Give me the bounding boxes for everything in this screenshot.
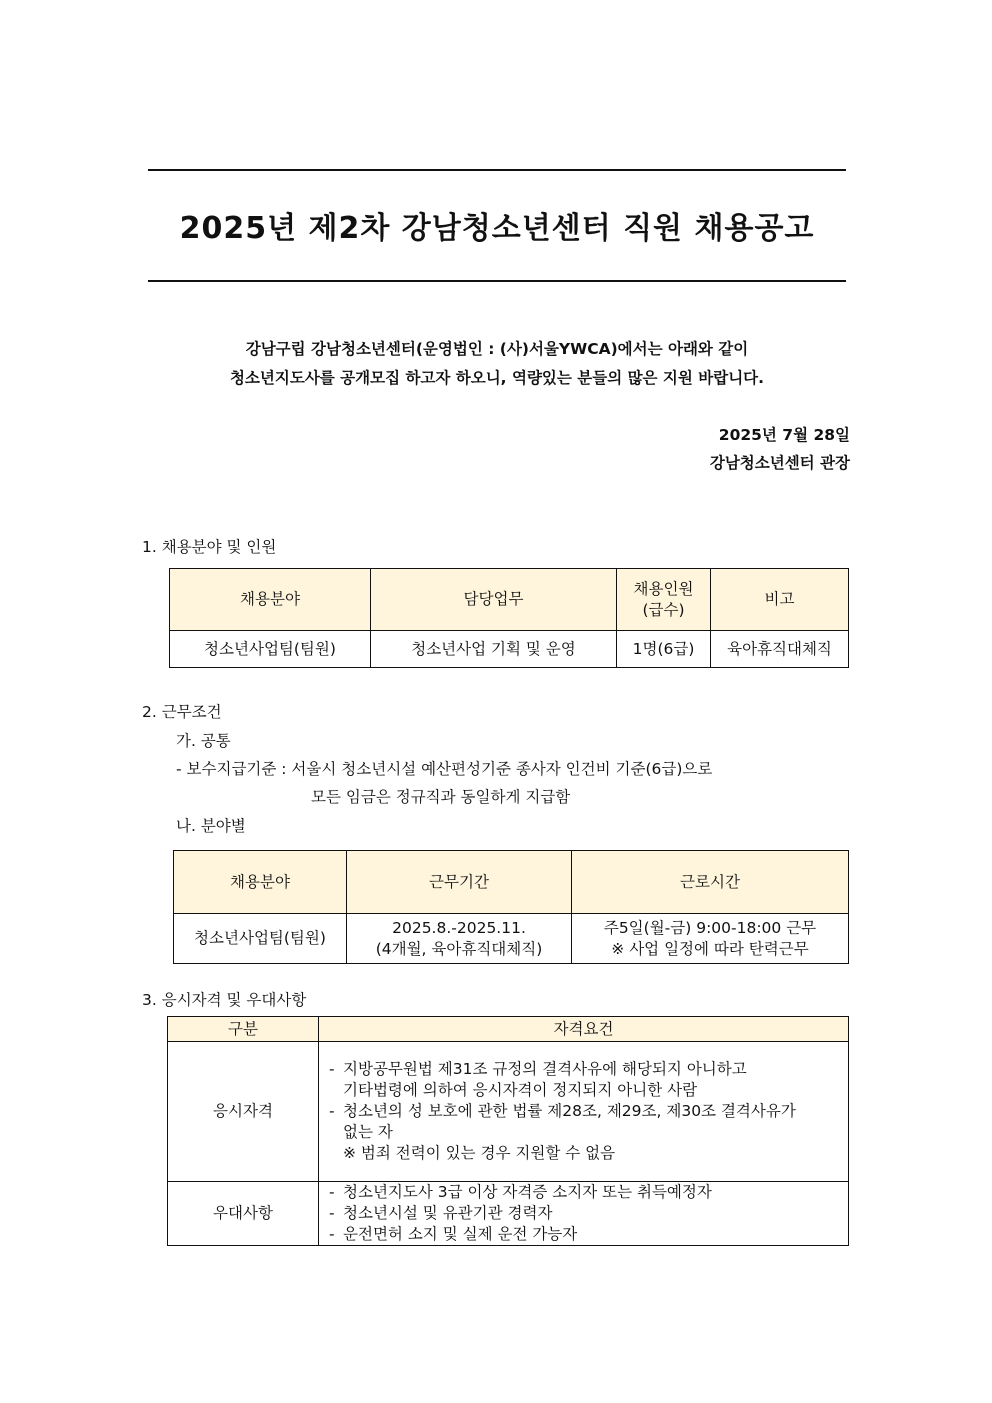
preference-item-2: 청소년시설 및 유관기관 경력자 — [343, 1204, 553, 1222]
period-detail: (4개월, 육아휴직대체직) — [375, 939, 543, 958]
list-item — [329, 1224, 840, 1245]
table-row — [174, 914, 849, 964]
recruitment-table — [169, 568, 849, 668]
header-hours: 근로시간 — [572, 851, 849, 914]
bullet-dash: - — [329, 1060, 335, 1078]
sub-heading-common: 가. 공통 — [176, 732, 231, 750]
notice-issuer: 강남청소년센터 관장 — [709, 454, 850, 472]
eligibility-requirements — [319, 1042, 849, 1182]
cell-count: 1명(6급) — [617, 631, 711, 668]
title-bottom-rule — [148, 280, 846, 282]
header-count-label: 채용인원 — [633, 579, 694, 598]
qualifications-header-row — [168, 1017, 849, 1042]
intro-line-2: 청소년지도사를 공개모집 하고자 하오니, 역량있는 분들의 많은 지원 바랍니다. — [229, 369, 765, 387]
bullet-dash: - — [329, 1183, 335, 1201]
cell-period — [347, 914, 572, 964]
cell-field: 청소년사업팀(팀원) — [174, 914, 347, 964]
eligibility-item-2c: ※ 범죄 전력이 있는 경우 지원할 수 없음 — [343, 1144, 616, 1162]
list-item — [329, 1182, 840, 1203]
table-row — [168, 1042, 849, 1182]
preference-item-1: 청소년지도사 3급 이상 자격증 소지자 또는 취득예정자 — [343, 1183, 712, 1201]
title-top-rule — [148, 169, 846, 171]
header-note: 비고 — [711, 569, 849, 631]
cell-hours — [572, 914, 849, 964]
list-item — [329, 1059, 840, 1101]
section-1-heading: 1. 채용분야 및 인원 — [142, 538, 277, 556]
pay-standard-line-1: - 보수지급기준 : 서울시 청소년시설 예산편성기준 종사자 인건비 기준(6급)으로 — [176, 760, 713, 778]
eligibility-label: 응시자격 — [168, 1042, 319, 1182]
header-category: 구분 — [168, 1017, 319, 1042]
table-row — [170, 631, 849, 668]
recruitment-header-row — [170, 569, 849, 631]
header-grade-label: (급수) — [642, 600, 685, 619]
preference-requirements — [319, 1182, 849, 1246]
eligibility-item-1a: 지방공무원법 제31조 규정의 결격사유에 해당되지 아니하고 — [343, 1060, 747, 1078]
list-item — [329, 1101, 840, 1164]
page-title: 2025년 제2차 강남청소년센터 직원 채용공고 — [179, 211, 815, 246]
working-conditions-table — [173, 850, 849, 964]
hours-schedule: 주5일(월-금) 9:00-18:00 근무 — [603, 918, 817, 937]
preference-label: 우대사항 — [168, 1182, 319, 1246]
eligibility-item-2b: 없는 자 — [343, 1123, 393, 1141]
conditions-header-row — [174, 851, 849, 914]
notice-date: 2025년 7월 28일 — [718, 426, 850, 444]
sub-heading-by-field: 나. 분야별 — [176, 817, 246, 835]
section-3-heading: 3. 응시자격 및 우대사항 — [142, 991, 307, 1009]
bullet-dash: - — [329, 1204, 335, 1222]
pay-standard-line-2: 모든 임금은 정규직과 동일하게 지급함 — [311, 788, 571, 806]
cell-note: 육아휴직대체직 — [711, 631, 849, 668]
table-row — [168, 1182, 849, 1246]
header-field: 채용분야 — [170, 569, 371, 631]
cell-field: 청소년사업팀(팀원) — [170, 631, 371, 668]
list-item — [329, 1203, 840, 1224]
eligibility-item-1b: 기타법령에 의하여 응시자격이 정지되지 아니한 사람 — [343, 1081, 698, 1099]
header-period: 근무기간 — [347, 851, 572, 914]
cell-duty: 청소년사업 기획 및 운영 — [371, 631, 617, 668]
bullet-dash: - — [329, 1225, 335, 1243]
header-count — [617, 569, 711, 631]
preference-item-3: 운전면허 소지 및 실제 운전 가능자 — [343, 1225, 578, 1243]
section-2-heading: 2. 근무조건 — [142, 703, 222, 721]
header-duty: 담당업무 — [371, 569, 617, 631]
hours-note: ※ 사업 일정에 따라 탄력근무 — [611, 939, 809, 958]
eligibility-item-2a: 청소년의 성 보호에 관한 법률 제28조, 제29조, 제30조 결격사유가 — [343, 1102, 796, 1120]
header-field: 채용분야 — [174, 851, 347, 914]
bullet-dash: - — [329, 1102, 335, 1120]
intro-line-1: 강남구립 강남청소년센터(운영법인 : (사)서울YWCA)에서는 아래와 같이 — [245, 340, 749, 358]
qualifications-table — [167, 1016, 849, 1246]
period-dates: 2025.8.-2025.11. — [392, 918, 526, 937]
header-requirements: 자격요건 — [319, 1017, 849, 1042]
